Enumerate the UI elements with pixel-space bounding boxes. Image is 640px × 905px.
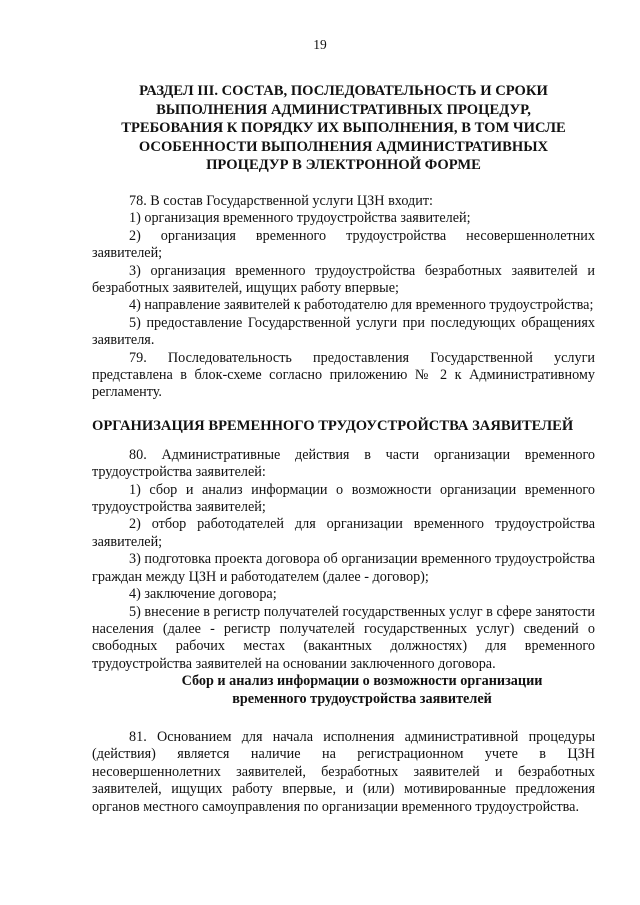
paragraph-78: 78. В состав Государственной услуги ЦЗН входит:: [129, 192, 433, 209]
paragraph-81: 81. Основанием для начала исполнения административной процедуры (действия) является наличие на регистрационном учете в ЦЗН несовершеннолетних заявителей, безработных заявителей и безработных заявителей, ищущих работу впервые, и (или) мотивированные предложения органов местного самоуправления по организации временного трудоустройства.: [92, 728, 595, 815]
procedure-subtitle: [92, 673, 595, 708]
procedure-subtitle-line: Сбор и анализ информации о возможности организации: [181, 673, 543, 690]
subsection-title: ОРГАНИЗАЦИЯ ВРЕМЕННОГО ТРУДОУСТРОЙСТВА ЗАЯВИТЕЛЕЙ: [92, 417, 574, 434]
paragraph-79: 79. Последовательность предоставления Государственной услуги представлена в блок-схеме согласно приложению № 2 к Административному регламенту.: [92, 349, 595, 401]
list-item-78-5: 5) предоставление Государственной услуги при последующих обращениях заявителя.: [92, 314, 595, 349]
list-item-78-2: 2) организация временного трудоустройства несовершеннолетних заявителей;: [92, 227, 595, 262]
page-content: [92, 82, 595, 816]
list-item-80-2: 2) отбор работодателей для организации временного трудоустройства заявителей;: [92, 516, 595, 550]
section-title-line: РАЗДЕЛ III. СОСТАВ, ПОСЛЕДОВАТЕЛЬНОСТЬ И СРОКИ: [139, 83, 548, 99]
section-title: [92, 82, 595, 175]
list-item-78-1: 1) организация временного трудоустройства заявителей;: [129, 210, 471, 227]
section-title-line: ПРОЦЕДУР В ЭЛЕКТРОННОЙ ФОРМЕ: [206, 157, 481, 174]
procedure-subtitle-line: временного трудоустройства заявителей: [232, 690, 492, 707]
list-item-80-5: 5) внесение в регистр получателей государственных услуг в сфере занятости населения (далее - регистр получателей государственных услуг) сведений о свободных рабочих местах (вакантных должностях) для временного трудоустройства заявителей на основании заключенного договора.: [92, 603, 595, 672]
section-title-line: ОСОБЕННОСТИ ВЫПОЛНЕНИЯ АДМИНИСТРАТИВНЫХ: [138, 138, 549, 155]
section-title-line: ТРЕБОВАНИЯ К ПОРЯДКУ ИХ ВЫПОЛНЕНИЯ, В ТОМ ЧИСЛЕ: [121, 120, 566, 137]
section-title-line: ВЫПОЛНЕНИЯ АДМИНИСТРАТИВНЫХ ПРОЦЕДУР,: [156, 101, 531, 118]
list-item-78-4: 4) направление заявителей к работодателю для временного трудоустройства;: [129, 297, 594, 314]
page-number: 19: [313, 37, 327, 52]
list-item-80-4: 4) заключение договора;: [129, 586, 277, 603]
paragraph-80: 80. Административные действия в части организации временного трудоустройства заявителей:: [92, 446, 595, 481]
list-item-78-3: 3) организация временного трудоустройства безработных заявителей и безработных заявителей, ищущих работу впервые;: [92, 262, 595, 296]
list-item-80-3: 3) подготовка проекта договора об организации временного трудоустройства граждан между ЦЗН и работодателем (далее - договор);: [92, 551, 595, 585]
list-item-80-1: 1) сбор и анализ информации о возможности организации временного трудоустройства заявителей;: [92, 481, 595, 516]
